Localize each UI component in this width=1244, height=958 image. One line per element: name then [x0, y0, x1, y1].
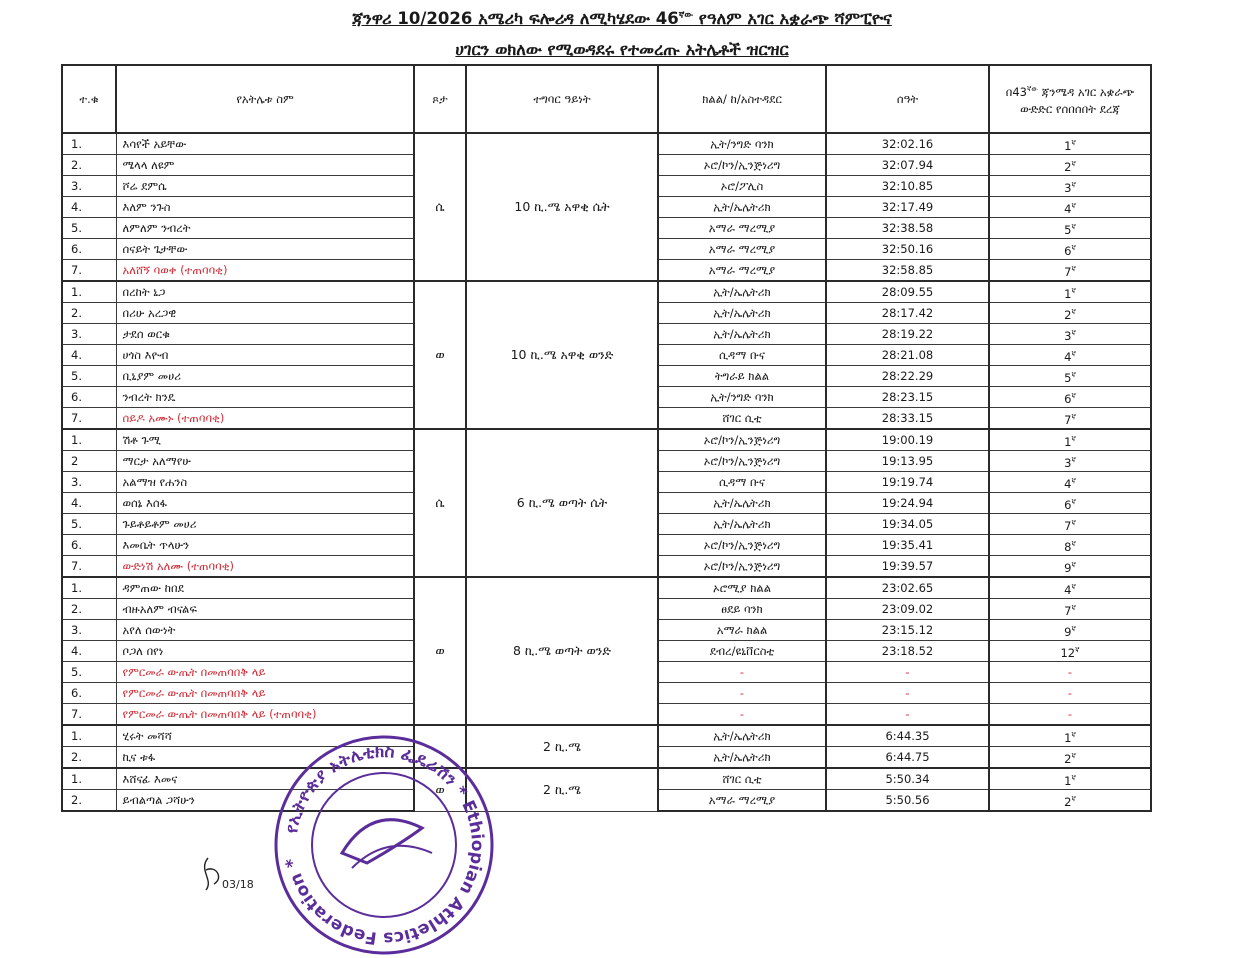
- rank-suffix: ኛ: [1071, 582, 1076, 591]
- athlete-name: አልማዝ የሐንስ: [116, 472, 414, 493]
- club-cell: ኦሮ/ፖሊስ: [658, 176, 826, 197]
- table-body: [62, 133, 1151, 811]
- rank-cell: [989, 790, 1151, 812]
- time-cell: 28:17.42: [826, 303, 989, 324]
- athlete-name: ሰናይት ጌታቸው: [116, 239, 414, 260]
- rank-cell: [989, 345, 1151, 366]
- rank-cell: [989, 747, 1151, 769]
- rank-value: 1: [1064, 286, 1072, 301]
- row-number: 6.: [62, 535, 116, 556]
- signature: [196, 850, 276, 895]
- row-number: 4.: [62, 197, 116, 218]
- row-number: 5.: [62, 514, 116, 535]
- header-rank: $በ43^{ኛው}$ ጃንሜዳ አገር አቋራጭ ውድድር የሰበሰበት ደረጃ: [989, 65, 1151, 133]
- club-cell: ኢት/ኤሌትሪክ: [658, 197, 826, 218]
- rank-cell: [989, 472, 1151, 493]
- rank-value: 7: [1064, 518, 1072, 533]
- athlete-name: ውድነሽ አለሙ (ተጠባባቂ): [116, 556, 414, 578]
- rank-value: 2: [1064, 307, 1072, 322]
- rank-suffix: ኛ: [1071, 539, 1076, 548]
- rank-cell: [989, 155, 1151, 176]
- row-number: 1.: [62, 429, 116, 451]
- time-cell: 23:15.12: [826, 620, 989, 641]
- rank-cell: [989, 683, 1151, 704]
- club-cell: ኢት/ንግድ ባንክ: [658, 387, 826, 408]
- rank-cell: [989, 768, 1151, 790]
- rank-suffix: ኛ: [1071, 138, 1076, 147]
- time-cell: 5:50.34: [826, 768, 989, 790]
- table-row: [62, 768, 1151, 790]
- rank-value: 3: [1064, 180, 1072, 195]
- time-cell: 32:58.85: [826, 260, 989, 282]
- row-number: 4.: [62, 345, 116, 366]
- club-cell: ኢት/ኤሌትሪክ: [658, 747, 826, 769]
- club-cell: ሲዳማ ቡና: [658, 472, 826, 493]
- rank-value: 5: [1064, 370, 1072, 385]
- gender-cell: ወ: [414, 768, 466, 811]
- rank-cell: [989, 535, 1151, 556]
- rank-suffix: ኛ: [1071, 476, 1076, 485]
- athlete-name: በሪሁ አረጋዊ: [116, 303, 414, 324]
- time-cell: 32:38.58: [826, 218, 989, 239]
- athlete-name: በረከት ኒጋ: [116, 281, 414, 303]
- time-cell: 28:23.15: [826, 387, 989, 408]
- rank-cell: [989, 556, 1151, 578]
- rank-value: 6: [1064, 391, 1072, 406]
- club-cell: ኢት/ኤሌትሪክ: [658, 514, 826, 535]
- time-cell: 19:39.57: [826, 556, 989, 578]
- rank-cell: [989, 429, 1151, 451]
- gender-cell: ሴ: [414, 133, 466, 281]
- row-number: 2: [62, 451, 116, 472]
- club-cell: ኦሮሚያ ክልል: [658, 577, 826, 599]
- row-number: 2.: [62, 303, 116, 324]
- athlete-name: አለሸኝ ባወቀ (ተጠባባቂ): [116, 260, 414, 282]
- signature-date: 03/18: [222, 878, 254, 891]
- time-cell: -: [826, 683, 989, 704]
- athlete-name: ብዙአለም ብናልፍ: [116, 599, 414, 620]
- row-number: 6.: [62, 239, 116, 260]
- time-cell: 28:33.15: [826, 408, 989, 430]
- time-cell: 19:13.95: [826, 451, 989, 472]
- row-number: 3.: [62, 620, 116, 641]
- rank-cell: [989, 176, 1151, 197]
- rank-suffix: ኛ: [1071, 455, 1076, 464]
- club-cell: አማራ ክልል: [658, 620, 826, 641]
- rank-suffix: ኛ: [1071, 518, 1076, 527]
- rank-cell: [989, 218, 1151, 239]
- athlete-name: ማርታ አለማየሁ: [116, 451, 414, 472]
- rank-value: 12: [1060, 645, 1076, 660]
- club-cell: አማራ ማረሚያ: [658, 239, 826, 260]
- row-number: 6.: [62, 387, 116, 408]
- rank-suffix: ኛ: [1071, 222, 1076, 231]
- rank-value: 3: [1064, 328, 1072, 343]
- rank-cell: [989, 493, 1151, 514]
- table-row: [62, 281, 1151, 303]
- rank-suffix: ኛ: [1071, 412, 1076, 421]
- athlete-name: የምርመራ ውጤት በመጠባበቅ ላይ (ተጠባባቂ): [116, 704, 414, 726]
- row-number: 5.: [62, 662, 116, 683]
- row-number: 1.: [62, 281, 116, 303]
- rank-value: 7: [1064, 264, 1072, 279]
- athlete-name: ሽቶ ጉሚ: [116, 429, 414, 451]
- federation-seal: [272, 733, 497, 958]
- rank-value: 7: [1064, 603, 1072, 618]
- time-cell: 32:02.16: [826, 133, 989, 155]
- athlete-name: ሰይዶ አሙኑ (ተጠባባቂ): [116, 408, 414, 430]
- time-cell: 6:44.75: [826, 747, 989, 769]
- rank-suffix: ኛ: [1071, 603, 1076, 612]
- rank-suffix: ኛ: [1071, 159, 1076, 168]
- row-number: 1.: [62, 768, 116, 790]
- table-header-row: [62, 65, 1151, 133]
- row-number: 7.: [62, 260, 116, 282]
- athlete-name: ለምለም ንብረት: [116, 218, 414, 239]
- rank-value: 4: [1064, 476, 1072, 491]
- club-cell: ኦሮ/ኮን/ኢንጅነሪግ: [658, 535, 826, 556]
- rank-cell: [989, 704, 1151, 726]
- club-cell: ኢት/ኤሌትሪክ: [658, 493, 826, 514]
- rank-suffix: ኛ: [1075, 645, 1080, 654]
- table-row: [62, 429, 1151, 451]
- header-name: የአትሌቱ ስም: [116, 65, 414, 133]
- club-cell: አማራ ማረሚያ: [658, 218, 826, 239]
- rank-cell: [989, 641, 1151, 662]
- header-sex: ጾታ: [414, 65, 466, 133]
- rank-cell: [989, 303, 1151, 324]
- rank-value: 2: [1064, 751, 1072, 766]
- athlete-name: ሀጎስ እዮብ: [116, 345, 414, 366]
- rank-value: 6: [1064, 497, 1072, 512]
- rank-cell: [989, 662, 1151, 683]
- time-cell: -: [826, 704, 989, 726]
- row-number: 5.: [62, 366, 116, 387]
- rank-cell: [989, 725, 1151, 747]
- event-cell: 6 ኪ.ሜ ወጣት ሴት: [466, 429, 658, 577]
- row-number: 7.: [62, 556, 116, 578]
- row-number: 4.: [62, 641, 116, 662]
- row-number: 1.: [62, 133, 116, 155]
- club-cell: አማራ ማረሚያ: [658, 790, 826, 812]
- rank-suffix: ኛ: [1071, 497, 1076, 506]
- time-cell: 23:18.52: [826, 641, 989, 662]
- rank-suffix: ኛ: [1071, 264, 1076, 273]
- rank-suffix: ኛ: [1071, 391, 1076, 400]
- time-cell: 19:34.05: [826, 514, 989, 535]
- rank-value: -: [1067, 665, 1073, 679]
- time-cell: 28:22.29: [826, 366, 989, 387]
- athlete-name: ታደሰ ወርቁ: [116, 324, 414, 345]
- row-number: 5.: [62, 218, 116, 239]
- rank-suffix: ኛ: [1071, 349, 1076, 358]
- row-number: 6.: [62, 683, 116, 704]
- club-cell: ኢት/ንግድ ባንክ: [658, 133, 826, 155]
- athlete-name: ሜላላ ለዩም: [116, 155, 414, 176]
- time-cell: 23:02.65: [826, 577, 989, 599]
- rank-cell: [989, 599, 1151, 620]
- rank-cell: [989, 514, 1151, 535]
- time-cell: 28:19.22: [826, 324, 989, 345]
- row-number: 3.: [62, 472, 116, 493]
- table-row: [62, 577, 1151, 599]
- club-cell: ሸገር ሲቲ: [658, 408, 826, 430]
- seal-text: የኢትዮጵያ አትሌቲክስ ፌዴሬሽን * Ethiopian Athletics Federation *: [281, 741, 488, 949]
- rank-suffix: ኛ: [1071, 730, 1076, 739]
- document-title-line2: ሀገርን ወክለው የሚወዳደሩ የተመረጡ አትሌቶች ዝርዝር: [455, 40, 789, 59]
- gender-cell: ወ: [414, 281, 466, 429]
- row-number: 3.: [62, 176, 116, 197]
- club-cell: ደብረ/ዩኒቨርስቲ: [658, 641, 826, 662]
- rank-value: 2: [1064, 159, 1072, 174]
- club-cell: ትግራይ ክልል: [658, 366, 826, 387]
- time-cell: 5:50.56: [826, 790, 989, 812]
- row-number: 2.: [62, 155, 116, 176]
- athlete-name: እሸናፊ እመና: [116, 768, 414, 790]
- athlete-name: የምርመራ ውጤት በመጠባበቅ ላይ: [116, 683, 414, 704]
- rank-suffix: ኛ: [1071, 794, 1076, 803]
- rank-suffix: ኛ: [1071, 180, 1076, 189]
- event-cell: 2 ኪ.ሜ: [466, 725, 658, 768]
- athlete-name: ሾሬ ደምሴ: [116, 176, 414, 197]
- row-number: 7.: [62, 704, 116, 726]
- rank-suffix: ኛ: [1071, 751, 1076, 760]
- club-cell: ሸገር ሲቲ: [658, 768, 826, 790]
- athlete-name: ኪና ቱፋ: [116, 747, 414, 769]
- rank-suffix: ኛ: [1071, 624, 1076, 633]
- rank-value: 9: [1064, 560, 1072, 575]
- time-cell: -: [826, 662, 989, 683]
- rank-value: 4: [1064, 582, 1072, 597]
- athlete-name: ቢኒያም መሀሪ: [116, 366, 414, 387]
- club-cell: አማራ ማረሚያ: [658, 260, 826, 282]
- event-cell: 8 ኪ.ሜ ወጣት ወንድ: [466, 577, 658, 725]
- row-number: 7.: [62, 408, 116, 430]
- rank-value: 6: [1064, 243, 1072, 258]
- header-no: ተ.ቁ: [62, 65, 116, 133]
- rank-value: -: [1067, 686, 1073, 700]
- rank-value: 1: [1064, 434, 1072, 449]
- gender-cell: ወ: [414, 577, 466, 725]
- club-cell: ኢት/ኤሌትሪክ: [658, 303, 826, 324]
- time-cell: 19:35.41: [826, 535, 989, 556]
- club-cell: ኦሮ/ኮን/ኢንጅነሪግ: [658, 556, 826, 578]
- row-number: 4.: [62, 493, 116, 514]
- time-cell: 28:21.08: [826, 345, 989, 366]
- time-cell: 19:24.94: [826, 493, 989, 514]
- document-title-line1: ጃንዋሪ 10/2026 አሜሪካ ፍሎሪዳ ለሚካሄደው $46^{ኛው}$ የዓለም አገር አቋራጭ ሻምፒዮና: [352, 9, 892, 28]
- event-cell: 2 ኪ.ሜ: [466, 768, 658, 811]
- time-cell: 6:44.35: [826, 725, 989, 747]
- rank-suffix: ኛ: [1071, 286, 1076, 295]
- club-cell: -: [658, 662, 826, 683]
- club-cell: ኢት/ኤሌትሪክ: [658, 281, 826, 303]
- time-cell: 32:17.49: [826, 197, 989, 218]
- athlete-name: እሳየች አይቸው: [116, 133, 414, 155]
- rank-cell: [989, 366, 1151, 387]
- time-cell: 28:09.55: [826, 281, 989, 303]
- rank-value: 4: [1064, 349, 1072, 364]
- header-club: ክልል/ ከ/አስተዳደር: [658, 65, 826, 133]
- athlete-name: ቦጋለ በየነ: [116, 641, 414, 662]
- club-cell: ሲዳማ ቡና: [658, 345, 826, 366]
- time-cell: 32:50.16: [826, 239, 989, 260]
- club-cell: -: [658, 683, 826, 704]
- athlete-name: ይብልጣል ጋሻሁን: [116, 790, 414, 812]
- rank-value: -: [1067, 707, 1073, 721]
- rank-suffix: ኛ: [1071, 328, 1076, 337]
- rank-suffix: ኛ: [1071, 773, 1076, 782]
- rank-cell: [989, 239, 1151, 260]
- rank-suffix: ኛ: [1071, 370, 1076, 379]
- club-cell: ኦሮ/ኮን/ኢንጅነሪግ: [658, 451, 826, 472]
- row-number: 3.: [62, 324, 116, 345]
- rank-value: 7: [1064, 412, 1072, 427]
- time-cell: 19:19.74: [826, 472, 989, 493]
- athlete-name: ሂሩት መሻሻ: [116, 725, 414, 747]
- rank-value: 4: [1064, 201, 1072, 216]
- rank-suffix: ኛ: [1071, 307, 1076, 316]
- athlete-name: የምርመራ ውጤት በመጠባበቅ ላይ: [116, 662, 414, 683]
- gender-cell: ሴ: [414, 429, 466, 577]
- time-cell: 23:09.02: [826, 599, 989, 620]
- rank-suffix: ኛ: [1071, 560, 1076, 569]
- rank-cell: [989, 620, 1151, 641]
- time-cell: 19:00.19: [826, 429, 989, 451]
- athlete-name: ንብረት ክንዴ: [116, 387, 414, 408]
- athlete-name: ዳምጠው ከበደ: [116, 577, 414, 599]
- club-cell: ፀደይ ባንክ: [658, 599, 826, 620]
- rank-suffix: ኛ: [1071, 243, 1076, 252]
- event-cell: 10 ኪ.ሜ አዋቂ ወንድ: [466, 281, 658, 429]
- club-cell: ኦሮ/ኮን/ኢንጅነሪግ: [658, 429, 826, 451]
- rank-value: 2: [1064, 794, 1072, 809]
- header-event: ተግባር ዓይነት: [466, 65, 658, 133]
- rank-cell: [989, 133, 1151, 155]
- table-row: [62, 133, 1151, 155]
- athlete-name: ጉይቶይቶም መሀሪ: [116, 514, 414, 535]
- time-cell: 32:07.94: [826, 155, 989, 176]
- athlete-name: አየለ ሰውነት: [116, 620, 414, 641]
- time-cell: 32:10.85: [826, 176, 989, 197]
- rank-cell: [989, 324, 1151, 345]
- athletes-table: [61, 64, 1152, 812]
- rank-cell: [989, 387, 1151, 408]
- club-cell: ኢት/ኤሌትሪክ: [658, 725, 826, 747]
- rank-value: 3: [1064, 455, 1072, 470]
- row-number: 1.: [62, 725, 116, 747]
- rank-cell: [989, 197, 1151, 218]
- athlete-name: እለም ንጉስ: [116, 197, 414, 218]
- club-cell: -: [658, 704, 826, 726]
- club-cell: ኢት/ኤሌትሪክ: [658, 324, 826, 345]
- row-number: 2.: [62, 747, 116, 769]
- row-number: 1.: [62, 577, 116, 599]
- rank-cell: [989, 451, 1151, 472]
- rank-value: 8: [1064, 539, 1072, 554]
- rank-value: 9: [1064, 624, 1072, 639]
- athlete-name: እመቤት ጥላሁን: [116, 535, 414, 556]
- row-number: 2.: [62, 599, 116, 620]
- rank-cell: [989, 281, 1151, 303]
- row-number: 2.: [62, 790, 116, 812]
- athlete-name: ወሰኔ እሰፋ: [116, 493, 414, 514]
- rank-cell: [989, 408, 1151, 430]
- rank-suffix: ኛ: [1071, 434, 1076, 443]
- rank-suffix: ኛ: [1071, 201, 1076, 210]
- rank-value: 1: [1064, 730, 1072, 745]
- header-time: ሰዓት: [826, 65, 989, 133]
- rank-value: 1: [1064, 138, 1072, 153]
- rank-cell: [989, 260, 1151, 282]
- rank-value: 5: [1064, 222, 1072, 237]
- rank-cell: [989, 577, 1151, 599]
- table-row: [62, 725, 1151, 747]
- event-cell: 10 ኪ.ሜ አዋቂ ሴት: [466, 133, 658, 281]
- club-cell: ኦሮ/ኮን/ኢንጅነሪግ: [658, 155, 826, 176]
- rank-value: 1: [1064, 773, 1072, 788]
